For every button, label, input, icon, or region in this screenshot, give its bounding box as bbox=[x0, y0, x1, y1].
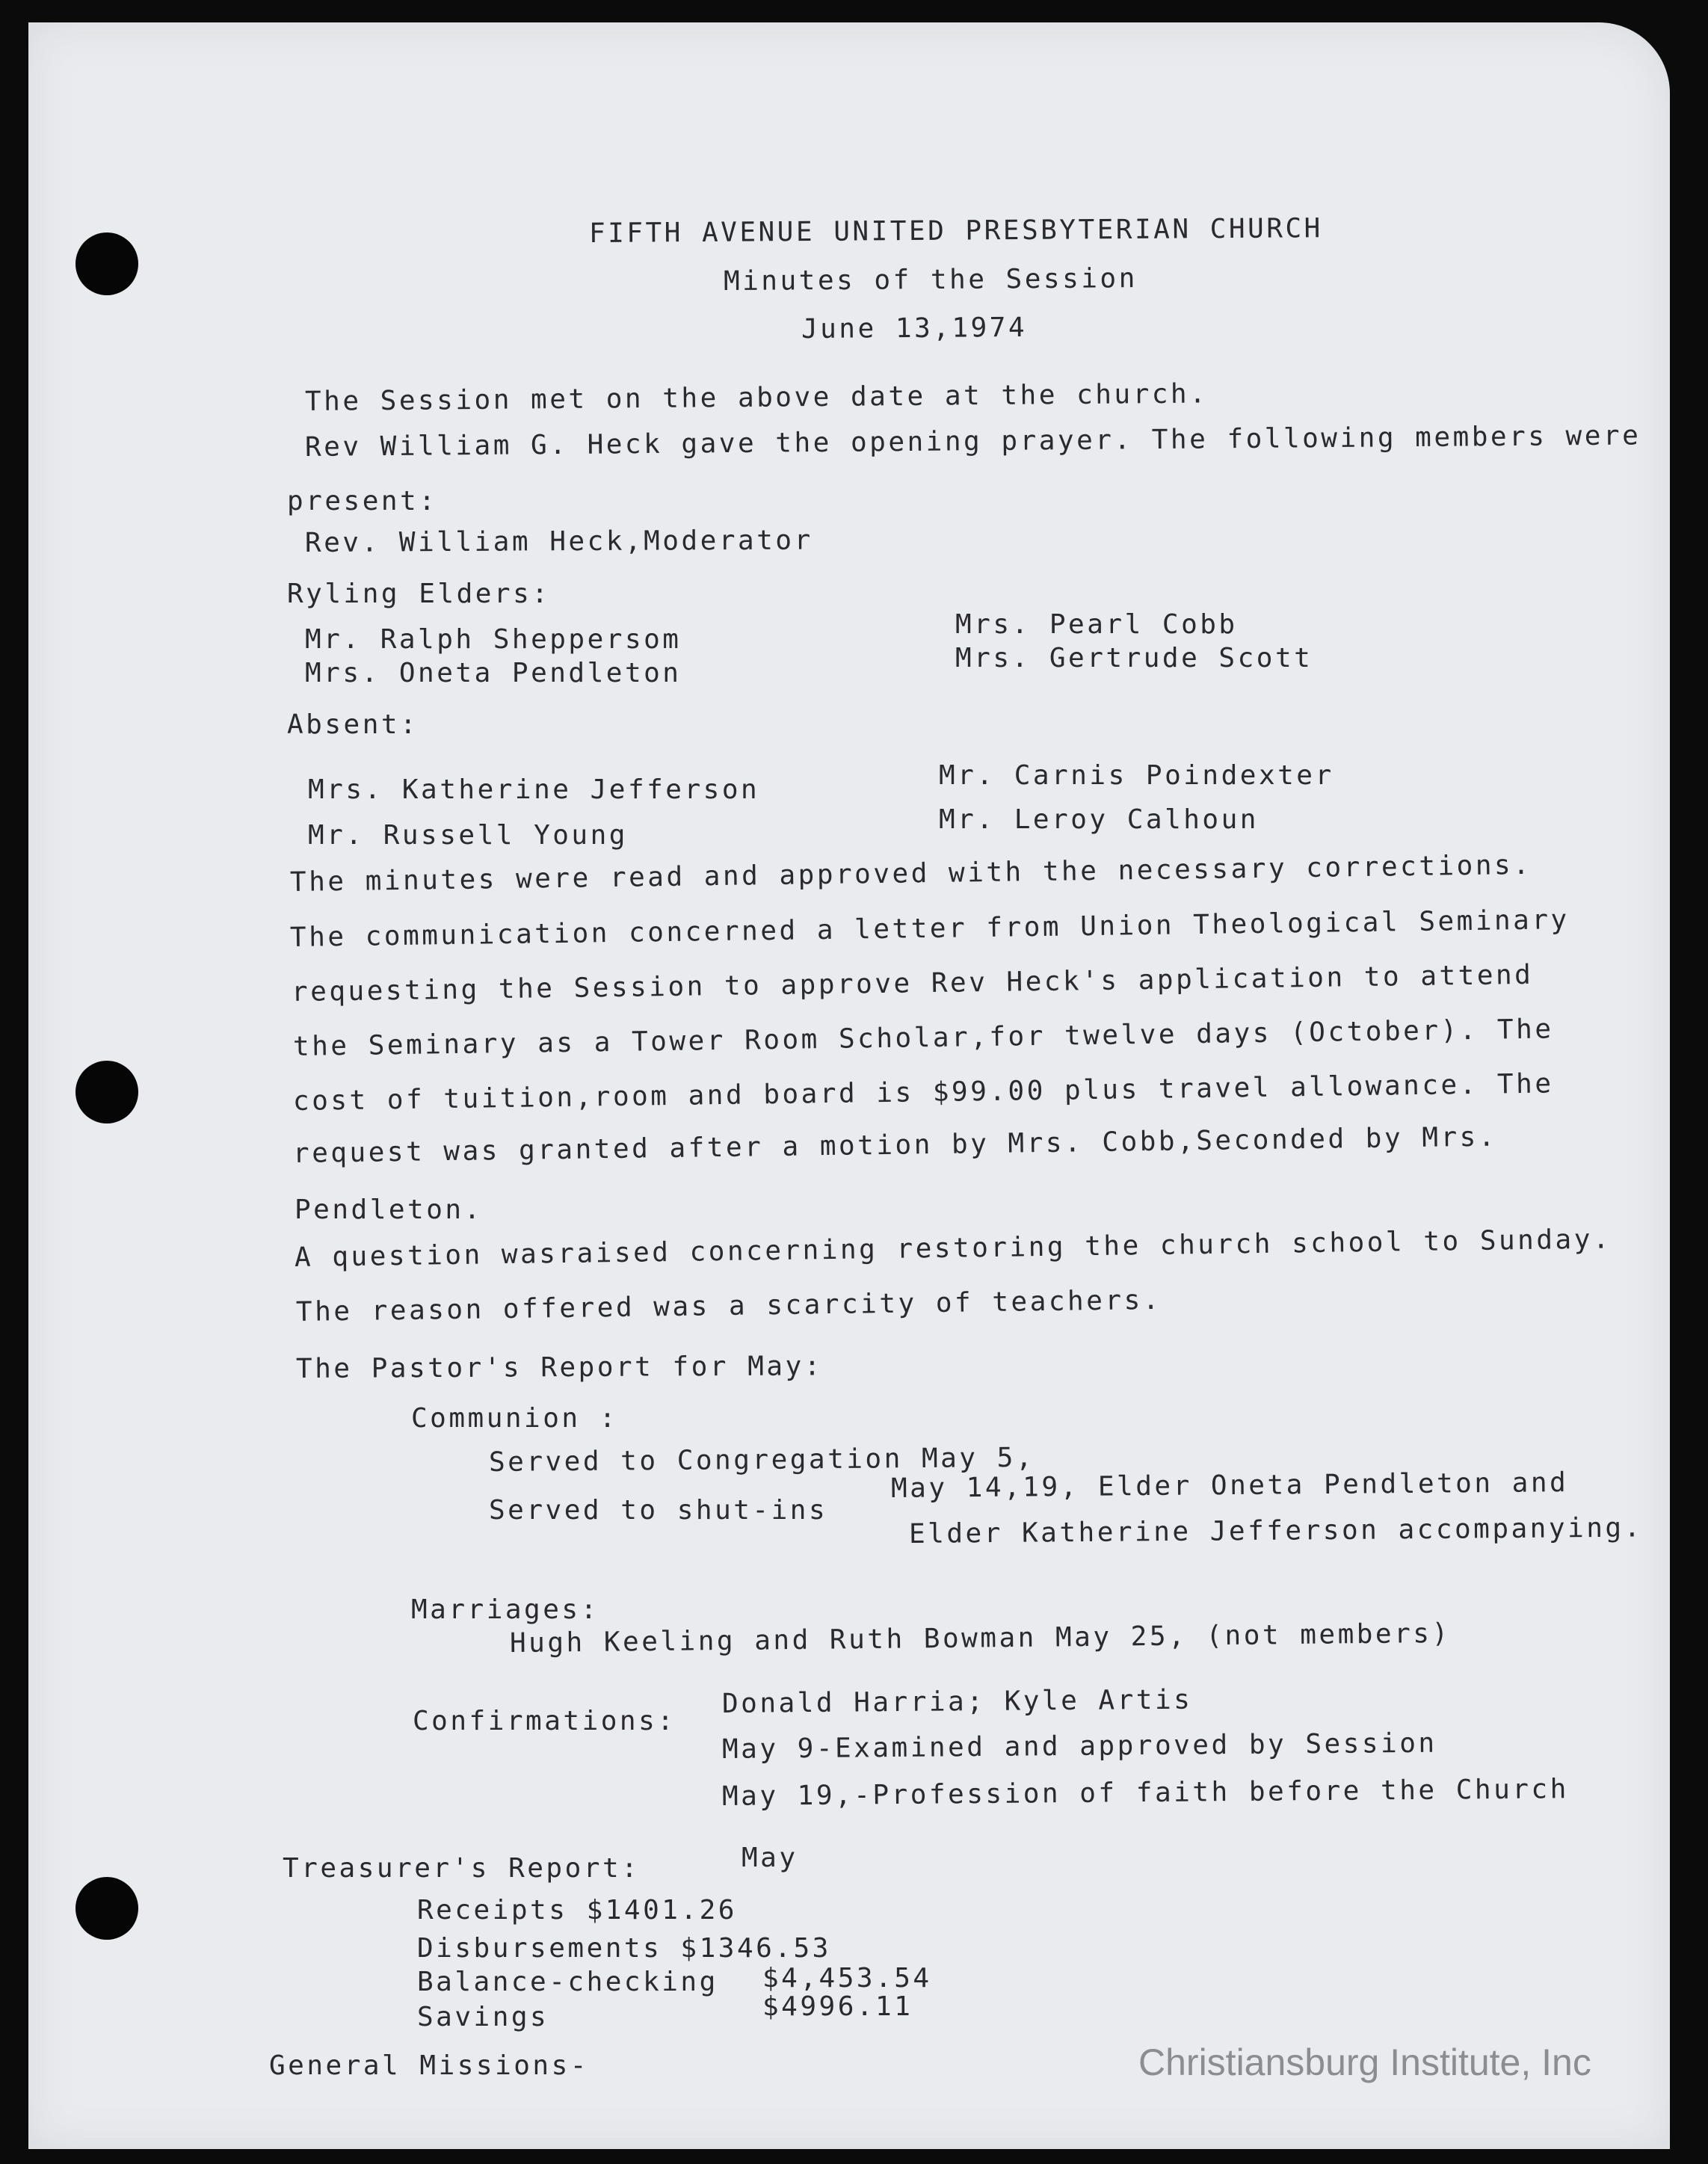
absent-name: Mr. Leroy Calhoun bbox=[939, 804, 1259, 835]
savings-value: $4996.11 bbox=[762, 1991, 913, 2022]
body-line: requesting the Session to approve Rev Heck's application to attend bbox=[291, 959, 1534, 1008]
intro-line-2: Rev William G. Heck gave the opening prayer. The following members were bbox=[304, 420, 1641, 463]
confirmations-label: Confirmations: bbox=[413, 1706, 676, 1736]
balance-checking-value: $4,453.54 bbox=[762, 1963, 932, 1994]
body-line: Pendleton. bbox=[295, 1194, 483, 1225]
body-line: request was granted after a motion by Mrs. Cobb,Seconded by Mrs. bbox=[292, 1121, 1498, 1169]
body-line: A question wasraised concerning restoring the church school to Sunday. bbox=[294, 1224, 1612, 1273]
body-line: The minutes were read and approved with the necessary corrections. bbox=[289, 849, 1532, 898]
disbursements: Disbursements $1346.53 bbox=[417, 1933, 831, 1964]
marriages-label: Marriages: bbox=[411, 1594, 599, 1625]
intro-line-1: The Session met on the above date at the church. bbox=[304, 378, 1209, 417]
church-name: FIFTH AVENUE UNITED PRESBYTERIAN CHURCH bbox=[588, 213, 1323, 249]
binder-hole-top bbox=[75, 232, 138, 295]
confirmations-line: May 9-Examined and approved by Session bbox=[721, 1727, 1437, 1765]
communion-label: Communion : bbox=[411, 1403, 618, 1434]
absent-name: Mrs. Katherine Jefferson bbox=[308, 774, 760, 805]
intro-line-3: present: bbox=[287, 486, 438, 517]
elder-name: Mr. Ralph Sheppersom bbox=[305, 624, 682, 655]
absent-name: Mr. Carnis Poindexter bbox=[939, 760, 1334, 791]
confirmations-line: May 19,-Profession of faith before the Church bbox=[721, 1774, 1569, 1812]
body-line: the Seminary as a Tower Room Scholar,for twelve days (October). The bbox=[292, 1014, 1554, 1062]
marriages-line: Hugh Keeling and Ruth Bowman May 25, (not members) bbox=[509, 1618, 1451, 1659]
ruling-elders-label: Ryling Elders: bbox=[287, 579, 551, 609]
treasurer-label: Treasurer's Report: bbox=[283, 1853, 641, 1884]
treasurer-month: May bbox=[742, 1843, 798, 1873]
moderator: Rev. William Heck,Moderator bbox=[304, 525, 813, 558]
confirmations-line: Donald Harria; Kyle Artis bbox=[721, 1684, 1193, 1719]
elder-name: Mrs. Pearl Cobb bbox=[955, 609, 1238, 640]
meeting-date: June 13,1974 bbox=[801, 312, 1028, 345]
communion-line: May 14,19, Elder Oneta Pendleton and bbox=[890, 1467, 1569, 1504]
binder-hole-middle bbox=[75, 1061, 138, 1123]
elder-name: Mrs. Oneta Pendleton bbox=[305, 658, 682, 688]
pastor-report-heading: The Pastor's Report for May: bbox=[295, 1351, 823, 1384]
document-title: Minutes of the Session bbox=[723, 263, 1138, 297]
savings-label: Savings bbox=[417, 2002, 549, 2032]
body-line: The communication concerned a letter from Union Theological Seminary bbox=[289, 904, 1570, 953]
elder-name: Mrs. Gertrude Scott bbox=[955, 643, 1313, 673]
watermark: Christiansburg Institute, Inc bbox=[1138, 2041, 1591, 2083]
absent-name: Mr. Russell Young bbox=[308, 820, 628, 851]
absent-label: Absent: bbox=[287, 709, 419, 740]
balance-checking-label: Balance-checking bbox=[417, 1967, 718, 1997]
body-line: The reason offered was a scarcity of teachers. bbox=[295, 1284, 1162, 1328]
communion-line: Served to shut-ins bbox=[489, 1495, 828, 1526]
binder-hole-bottom bbox=[75, 1877, 138, 1940]
general-missions: General Missions- bbox=[269, 2050, 589, 2081]
receipts: Receipts $1401.26 bbox=[417, 1895, 737, 1926]
communion-line: Served to Congregation May 5, bbox=[488, 1442, 1035, 1478]
body-line: cost of tuition,room and board is $99.00 plus travel allowance. The bbox=[292, 1068, 1554, 1117]
communion-line: Elder Katherine Jefferson accompanying. bbox=[908, 1512, 1643, 1550]
